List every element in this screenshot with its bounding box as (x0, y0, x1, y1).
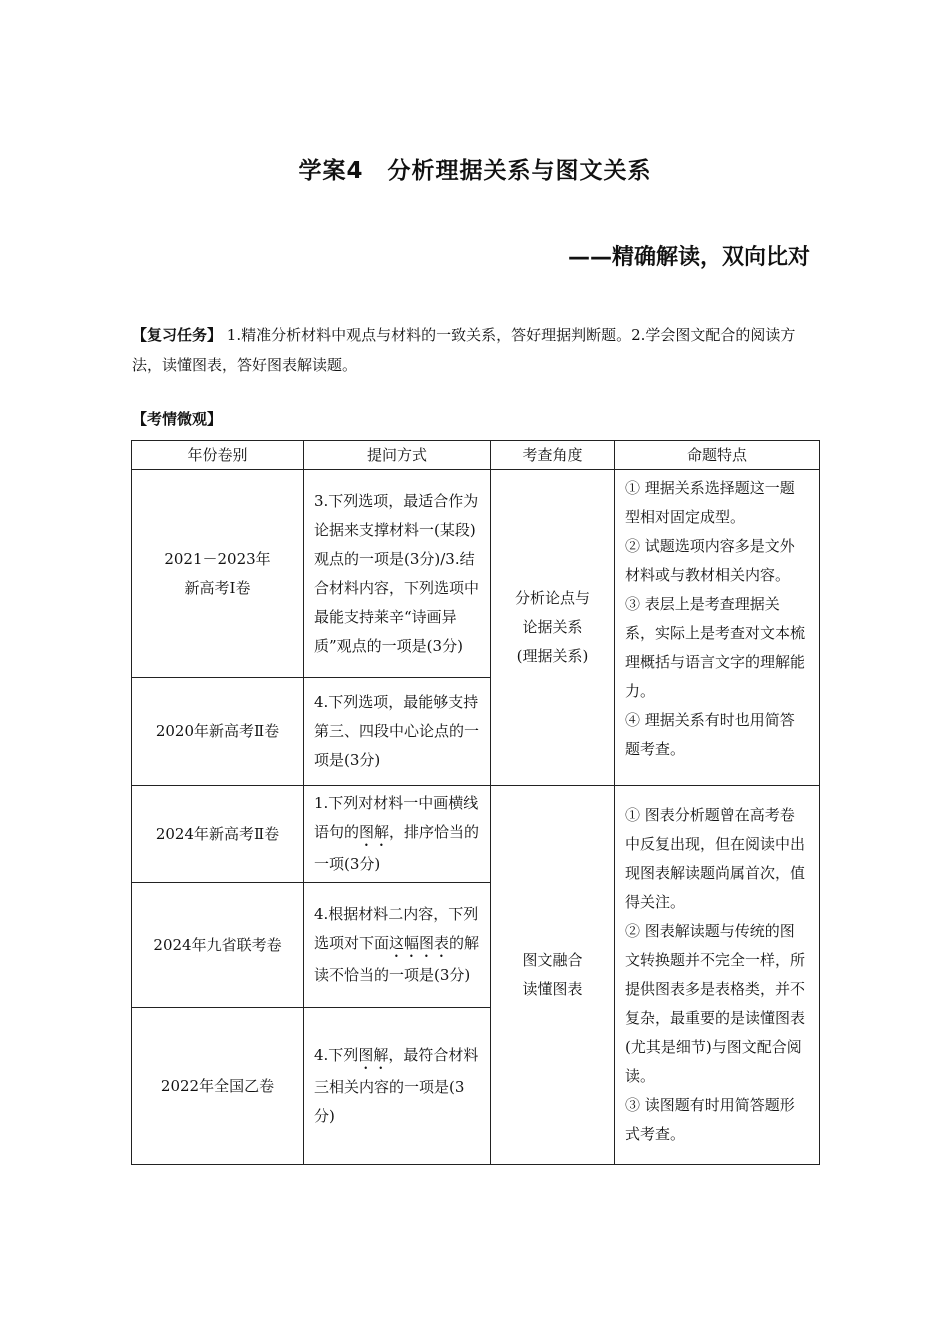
angle-cell (491, 786, 615, 1165)
question-cell (304, 1008, 491, 1165)
question-cell (304, 786, 491, 883)
review-task (132, 320, 822, 380)
exam-analysis-label: 【考情微观】 (132, 410, 223, 428)
question-text: 1.下列对材料一中画横线语句的 (314, 794, 479, 841)
question-cell: 4.下列选项，最能够支持第三、四段中心论点的一项是(3分) (304, 678, 491, 786)
feature-item: ③ 表层上是考查理据关系，实际上是考查对文本梳理概括与语言文字的理解能力。 (625, 595, 806, 700)
question-text: 的解读不恰当的一项是(3分) (314, 934, 480, 984)
feature-item: ④ 理据关系有时也用简答题考查。 (625, 711, 795, 758)
year-cell: 2022年全国乙卷 (132, 1008, 304, 1165)
feature-item: ① 图表分析题曾在高考卷中反复出现，但在阅读中出现图表解读题尚属首次，值得关注。 (625, 806, 806, 911)
features-cell (615, 786, 820, 1165)
angle-cell (491, 470, 615, 786)
question-cell: 3.下列选项，最适合作为论据来支撑材料一(某段)观点的一项是(3分)/3.结合材料内容，下列选项中最能支持莱辛“诗画异质”观点的一项是(3分) (304, 470, 491, 678)
header-angle: 考查角度 (491, 441, 615, 470)
features-cell (615, 470, 820, 786)
angle-line: 读懂图表 (522, 980, 583, 998)
year-line: 新高考Ⅰ卷 (184, 578, 251, 597)
table-row (132, 470, 820, 678)
question-text: 4.下列 (314, 1046, 359, 1064)
question-text: ，最符合材料三相关内容的一项是(3分) (314, 1046, 479, 1125)
table-row (132, 786, 820, 883)
table-header-row (132, 441, 820, 470)
angle-line: (理据关系) (516, 647, 589, 665)
angle-line: 论据关系 (522, 618, 583, 636)
review-task-label: 【复习任务】 (132, 326, 223, 344)
year-cell: 2020年新高考Ⅱ卷 (132, 678, 304, 786)
feature-item: ① 理据关系选择题这一题型相对固定成型。 (625, 479, 795, 526)
page-title: 学案4 分析理据关系与图文关系 (298, 158, 652, 184)
year-cell: 2024年九省联考卷 (132, 883, 304, 1008)
question-emphasis: 图解 (359, 823, 390, 841)
question-emphasis: 图解 (358, 1046, 389, 1064)
question-text: ，排序恰当的一项(3分) (314, 823, 480, 873)
header-year: 年份卷别 (132, 441, 304, 470)
exam-analysis-table (131, 440, 820, 1165)
question-text: 4.根据材料二内容，下列选项对下面 (314, 905, 479, 952)
header-features: 命题特点 (615, 441, 820, 470)
page-subtitle: ——精确解读，双向比对 (567, 245, 810, 270)
angle-line: 图文融合 (522, 951, 583, 969)
feature-item: ② 试题选项内容多是文外材料或与教材相关内容。 (625, 537, 795, 584)
year-cell: 2024年新高考Ⅱ卷 (132, 786, 304, 883)
header-question: 提问方式 (304, 441, 491, 470)
question-cell (304, 883, 491, 1008)
year-cell (132, 470, 304, 678)
angle-line: 分析论点与 (514, 589, 590, 607)
year-line: 2021－2023年 (164, 549, 271, 568)
feature-item: ③ 读图题有时用简答题形式考查。 (625, 1096, 795, 1143)
question-emphasis: 这幅图表 (389, 934, 450, 952)
feature-item: ② 图表解读题与传统的图文转换题并不完全一样，所提供图表多是表格类，并不复杂，最重要的是读懂图表(尤其是细节)与图文配合阅读。 (625, 922, 806, 1085)
review-task-text: 1.精准分析材料中观点与材料的一致关系，答好理据判断题。2.学会图文配合的阅读方法，读懂图表，答好图表解读题。 (132, 326, 796, 374)
